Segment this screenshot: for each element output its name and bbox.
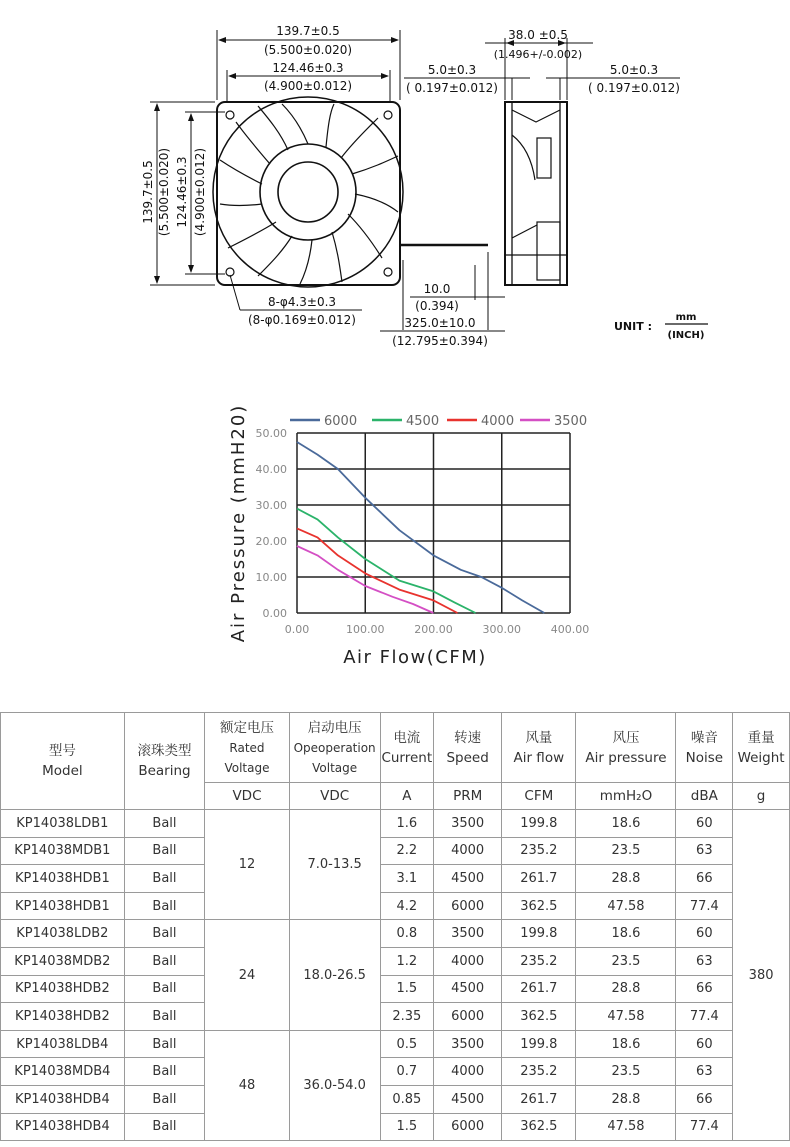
cell-speed: 3500: [434, 920, 502, 948]
cell-model: KP14038HDB2: [1, 975, 125, 1003]
cell-noise: 60: [676, 810, 733, 838]
header-start-voltage: 启动电压 Opeoperation Voltage: [289, 713, 380, 783]
cell-bearing: Ball: [124, 1030, 204, 1058]
cell-pressure: 23.5: [576, 1058, 676, 1086]
cell-pressure: 18.6: [576, 1030, 676, 1058]
cell-current: 0.8: [380, 920, 434, 948]
cell-airflow: 199.8: [502, 810, 576, 838]
depth-mm: 38.0 ±0.5: [508, 28, 568, 42]
unit-label: UNIT :: [614, 320, 652, 333]
cell-weight: 380: [733, 810, 790, 1141]
x-tick-label: 0.00: [284, 623, 310, 636]
cell-pressure: 23.5: [576, 837, 676, 865]
cell-airflow: 261.7: [502, 1085, 576, 1113]
overall-height-mm: 139.7±0.5: [141, 160, 155, 224]
cell-bearing: Ball: [124, 1003, 204, 1031]
cell-noise: 66: [676, 1085, 733, 1113]
spec-table-container: [0, 712, 790, 1141]
cell-speed: 6000: [434, 892, 502, 920]
header-weight: 重量 Weight: [733, 713, 790, 783]
unit-airflow: CFM: [502, 783, 576, 810]
header-air-pressure: 风压 Air pressure: [576, 713, 676, 783]
cell-model: KP14038MDB2: [1, 947, 125, 975]
unit-inch: (INCH): [667, 330, 705, 341]
table-row: [1, 1085, 790, 1113]
cell-model: KP14038HDB2: [1, 1003, 125, 1031]
lead-strip-in: (0.394): [415, 299, 459, 313]
legend-label: 6000: [324, 414, 358, 429]
cell-noise: 77.4: [676, 1003, 733, 1031]
cell-current: 4.2: [380, 892, 434, 920]
cell-speed: 4000: [434, 837, 502, 865]
x-tick-label: 100.00: [346, 623, 385, 636]
flange-left-in: ( 0.197±0.012): [406, 81, 498, 95]
table-row: [1, 947, 790, 975]
legend-label: 4500: [406, 414, 440, 429]
x-axis-ticks: [285, 623, 590, 636]
cell-noise: 66: [676, 865, 733, 893]
table-row: [1, 1113, 790, 1141]
table-row: [1, 865, 790, 893]
cell-model: KP14038HDB4: [1, 1113, 125, 1141]
cell-pressure: 47.58: [576, 892, 676, 920]
cell-speed: 4500: [434, 1085, 502, 1113]
cell-current: 1.5: [380, 975, 434, 1003]
flange-left-mm: 5.0±0.3: [427, 63, 477, 77]
cell-speed: 3500: [434, 810, 502, 838]
cell-airflow: 199.8: [502, 920, 576, 948]
y-tick-label: 0.00: [262, 607, 287, 620]
cell-speed: 3500: [434, 1030, 502, 1058]
flange-right-in: ( 0.197±0.012): [588, 81, 680, 95]
cell-pressure: 47.58: [576, 1113, 676, 1141]
cell-speed: 6000: [434, 1003, 502, 1031]
cell-speed: 4000: [434, 1058, 502, 1086]
cell-airflow: 261.7: [502, 975, 576, 1003]
y-axis-label: Air Pressure (mmH20): [228, 403, 249, 643]
header-rated-voltage: 额定电压 Rated Voltage: [205, 713, 290, 783]
cell-bearing: Ball: [124, 920, 204, 948]
cell-pressure: 28.8: [576, 865, 676, 893]
cell-current: 1.6: [380, 810, 434, 838]
cell-bearing: Ball: [124, 1113, 204, 1141]
cell-speed: 4500: [434, 975, 502, 1003]
cell-bearing: Ball: [124, 947, 204, 975]
fan-front-view: [213, 97, 488, 287]
cell-noise: 77.4: [676, 892, 733, 920]
hole-height-in: (4.900±0.012): [193, 147, 207, 237]
cell-airflow: 261.7: [502, 865, 576, 893]
cell-airflow: 362.5: [502, 1003, 576, 1031]
cell-pressure: 47.58: [576, 1003, 676, 1031]
cell-model: KP14038MDB4: [1, 1058, 125, 1086]
x-axis-label: Air Flow(CFM): [343, 647, 487, 668]
holes-mm: 8-φ4.3±0.3: [267, 295, 337, 309]
cell-airflow: 362.5: [502, 892, 576, 920]
cell-pressure: 18.6: [576, 810, 676, 838]
cell-airflow: 235.2: [502, 837, 576, 865]
cell-current: 3.1: [380, 865, 434, 893]
lead-length-mm: 325.0±10.0: [404, 316, 476, 330]
cell-bearing: Ball: [124, 1085, 204, 1113]
cell-model: KP14038LDB2: [1, 920, 125, 948]
y-tick-label: 20.00: [255, 535, 287, 548]
cell-model: KP14038MDB1: [1, 837, 125, 865]
header-airflow: 风量 Air flow: [502, 713, 576, 783]
table-row: [1, 1058, 790, 1086]
unit-noise: dBA: [676, 783, 733, 810]
table-row: [1, 837, 790, 865]
cell-airflow: 235.2: [502, 1058, 576, 1086]
legend-label: 4000: [481, 414, 515, 429]
cell-current: 1.2: [380, 947, 434, 975]
unit-start-voltage: VDC: [289, 783, 380, 810]
x-tick-label: 200.00: [414, 623, 453, 636]
y-tick-label: 10.00: [255, 571, 287, 584]
overall-width-mm: 139.7±0.5: [276, 24, 340, 38]
cell-rated-voltage: 24: [205, 920, 290, 1030]
cell-model: KP14038LDB1: [1, 810, 125, 838]
cell-noise: 60: [676, 920, 733, 948]
cell-rated-voltage: 12: [205, 810, 290, 920]
header-bearing: 滚珠类型 Bearing: [124, 713, 204, 810]
flange-right-mm: 5.0±0.3: [609, 63, 659, 77]
cell-current: 0.5: [380, 1030, 434, 1058]
cell-start-voltage: 36.0-54.0: [289, 1030, 380, 1140]
cell-pressure: 18.6: [576, 920, 676, 948]
overall-height-in: (5.500±0.020): [157, 147, 171, 237]
unit-weight: g: [733, 783, 790, 810]
cell-airflow: 235.2: [502, 947, 576, 975]
unit-speed: PRM: [434, 783, 502, 810]
cell-noise: 63: [676, 837, 733, 865]
cell-model: KP14038HDB1: [1, 865, 125, 893]
cell-start-voltage: 7.0-13.5: [289, 810, 380, 920]
cell-current: 2.2: [380, 837, 434, 865]
cell-pressure: 28.8: [576, 1085, 676, 1113]
header-current: 电流 Current: [380, 713, 434, 783]
table-row: [1, 810, 790, 838]
cell-start-voltage: 18.0-26.5: [289, 920, 380, 1030]
chart-legend: [290, 414, 587, 429]
chart-series: [297, 442, 544, 613]
cell-bearing: Ball: [124, 975, 204, 1003]
cell-speed: 4000: [434, 947, 502, 975]
chart-grid: [297, 433, 570, 613]
holes-in: (8-φ0.169±0.012): [247, 313, 357, 327]
depth-in: (1.496+/-0.002): [493, 48, 583, 61]
cell-model: KP14038LDB4: [1, 1030, 125, 1058]
fan-blades-icon: [220, 104, 398, 284]
cell-bearing: Ball: [124, 892, 204, 920]
cell-noise: 60: [676, 1030, 733, 1058]
hole-spacing-in: (4.900±0.012): [263, 79, 353, 93]
cell-pressure: 23.5: [576, 947, 676, 975]
cell-pressure: 28.8: [576, 975, 676, 1003]
cell-bearing: Ball: [124, 1058, 204, 1086]
cell-noise: 66: [676, 975, 733, 1003]
cell-noise: 63: [676, 947, 733, 975]
cell-speed: 6000: [434, 1113, 502, 1141]
x-tick-label: 300.00: [482, 623, 521, 636]
unit-rated-voltage: VDC: [205, 783, 290, 810]
cell-current: 1.5: [380, 1113, 434, 1141]
header-speed: 转速 Speed: [434, 713, 502, 783]
table-row: [1, 920, 790, 948]
y-tick-label: 30.00: [255, 499, 287, 512]
cell-model: KP14038HDB1: [1, 892, 125, 920]
dimension-drawing: [0, 0, 790, 370]
overall-width-in: (5.500±0.020): [263, 43, 353, 57]
cell-bearing: Ball: [124, 837, 204, 865]
spec-table: [0, 712, 790, 1141]
unit-pressure: mmH₂O: [576, 783, 676, 810]
table-row: [1, 1003, 790, 1031]
lead-strip-mm: 10.0: [423, 282, 451, 296]
cell-current: 0.85: [380, 1085, 434, 1113]
hole-height-mm: 124.46±0.3: [175, 156, 189, 228]
spec-table-body: [1, 810, 790, 1141]
table-row: [1, 975, 790, 1003]
header-noise: 噪音 Noise: [676, 713, 733, 783]
lead-length-in: (12.795±0.394): [392, 334, 488, 348]
pressure-flow-chart: [0, 395, 790, 685]
cell-noise: 63: [676, 1058, 733, 1086]
header-model: 型号 Model: [1, 713, 125, 810]
cell-rated-voltage: 48: [205, 1030, 290, 1140]
table-row: [1, 892, 790, 920]
cell-bearing: Ball: [124, 810, 204, 838]
cell-airflow: 362.5: [502, 1113, 576, 1141]
y-tick-label: 50.00: [255, 427, 287, 440]
cell-speed: 4500: [434, 865, 502, 893]
unit-current: A: [380, 783, 434, 810]
fan-side-view: [505, 102, 567, 285]
x-tick-label: 400.00: [550, 623, 590, 636]
cell-airflow: 199.8: [502, 1030, 576, 1058]
table-row: [1, 1030, 790, 1058]
cell-noise: 77.4: [676, 1113, 733, 1141]
cell-model: KP14038HDB4: [1, 1085, 125, 1113]
hole-spacing-mm: 124.46±0.3: [272, 61, 344, 75]
y-axis-ticks: [256, 427, 288, 620]
cell-current: 2.35: [380, 1003, 434, 1031]
unit-mm: mm: [675, 312, 697, 323]
y-tick-label: 40.00: [255, 463, 287, 476]
cell-bearing: Ball: [124, 865, 204, 893]
legend-label: 3500: [554, 414, 588, 429]
cell-current: 0.7: [380, 1058, 434, 1086]
